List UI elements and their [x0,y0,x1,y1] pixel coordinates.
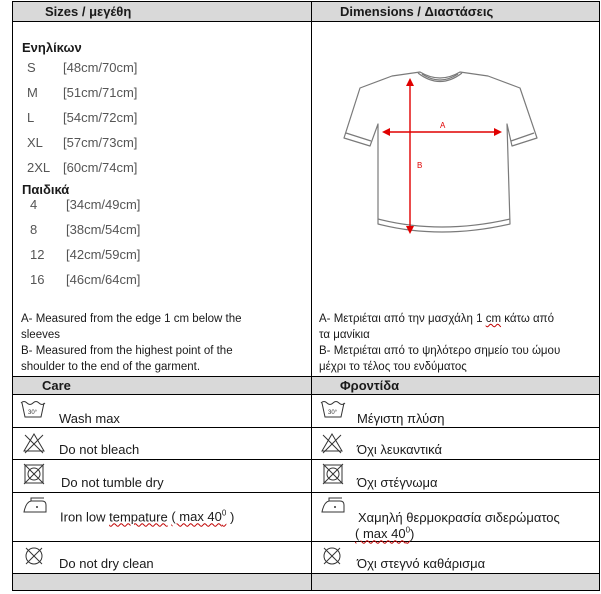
size-dims: [48cm/70cm] [63,60,138,75]
no-dry-clean-gr: Όχι στεγνό καθάρισμα [357,556,486,571]
text-run: Iron low [60,509,110,525]
size-label: L [27,110,35,125]
frontida-header: Φροντίδα [340,378,400,393]
grid-line [12,541,600,542]
care-header: Care [42,378,71,393]
grid-line [12,492,600,493]
size-label: 4 [30,197,38,212]
measurement-a-gr-line1 [319,311,597,327]
size-dims: [34cm/49cm] [66,197,141,212]
text-run: ) [226,509,235,525]
size-label: 12 [30,247,45,262]
no-tumble-dry-icon [23,463,45,485]
measurement-b-gr-line2: μέχρι το τέλος του ενδύματος [319,361,467,373]
grid-line [12,1,13,591]
text-run: κάτω από [501,313,555,325]
no-dry-clean-icon [23,545,45,567]
tshirt-diagram [340,68,540,244]
degree-sup: 0 [405,526,411,535]
wash-temp-label: 30° [328,410,338,416]
no-dry-clean-icon [321,545,343,567]
adults-title: Ενηλίκων [22,40,82,55]
tshirt-outline [344,72,537,232]
text-run: ( max 40 [171,509,222,525]
grid-line [12,427,600,428]
label-b: B [417,161,423,170]
text-run-paren [171,509,226,524]
grid-line [311,1,312,591]
text-run: ) [410,526,415,542]
measurement-b-line2: shoulder to the end of the garment. [21,361,201,373]
text-run: ( max 40 [355,526,406,542]
wash-max-gr: Μέγιστη πλύση [357,411,445,426]
label-a: A [440,121,446,130]
no-tumble-dry-en: Do not tumble dry [61,475,164,490]
size-dims: [46cm/64cm] [66,272,141,287]
text-run: A- Μετριέται από την μασχάλη 1 [319,313,486,325]
no-bleach-en: Do not bleach [59,442,140,457]
measurement-a-line1: A- Measured from the edge 1 cm below the [21,313,242,325]
degree-sup: 0 [221,509,227,518]
measurement-a-line2: sleeves [21,329,60,341]
no-bleach-icon [22,432,46,454]
grid-line [12,573,600,574]
wash-30-icon [320,400,346,420]
grid-line [12,376,600,377]
arrowhead-b-top [406,78,414,86]
footer-cell-left [13,574,311,590]
measurement-gr [319,311,597,375]
grid-line [12,394,600,395]
grid-line [12,1,600,2]
grid-line [599,1,600,591]
wash-max-en: Wash max [59,411,120,426]
size-label: S [27,60,36,75]
dimensions-header: Dimensions / Διαστάσεις [340,4,494,19]
text-run-misspelled: tempature [109,509,168,525]
no-tumble-dry-gr: Όχι στέγνωμα [357,475,438,490]
size-label: 8 [30,222,38,237]
iron-low-gr-line2 [355,526,414,541]
size-label: 16 [30,272,45,287]
arrowhead-a-left [382,128,390,136]
size-label: M [27,85,38,100]
no-bleach-icon [320,432,344,454]
sizes-header: Sizes / μεγέθη [45,4,132,19]
measurement-b-line1: B- Measured from the highest point of the [21,345,233,357]
footer-cell-right [311,574,599,590]
iron-low-icon [22,497,48,515]
kids-title: Παιδικά [22,182,70,197]
wash-30-icon [20,400,46,420]
grid-line [12,459,600,460]
size-dims: [38cm/54cm] [66,222,141,237]
no-bleach-gr: Όχι λευκαντικά [357,442,443,457]
measurement-b-gr-line1: B- Μετριέται από το ψηλότερο σημείο του ώμου [319,345,561,357]
grid-line [12,21,600,22]
text-run-paren [355,526,410,541]
size-dims: [51cm/71cm] [63,85,138,100]
size-dims: [60cm/74cm] [63,160,138,175]
iron-low-icon [320,497,346,515]
wash-temp-label: 30° [28,410,38,416]
size-dims: [54cm/72cm] [63,110,138,125]
size-dims: [57cm/73cm] [63,135,138,150]
no-dry-clean-en: Do not dry clean [59,556,154,571]
iron-low-gr-line1: Χαμηλή θερμοκρασία σιδερώματος [358,510,560,525]
size-dims: [42cm/59cm] [66,247,141,262]
measurement-a-gr-line2: τα μανίκια [319,329,370,341]
size-label: XL [27,135,43,150]
measurement-a-en [21,311,306,375]
size-label: 2XL [27,160,51,175]
iron-low-en [60,509,234,524]
no-tumble-dry-icon [322,463,344,485]
arrowhead-a-right [494,128,502,136]
grid-line [12,590,600,591]
text-run-cm: cm [485,313,502,325]
tshirt-hem [378,219,510,227]
